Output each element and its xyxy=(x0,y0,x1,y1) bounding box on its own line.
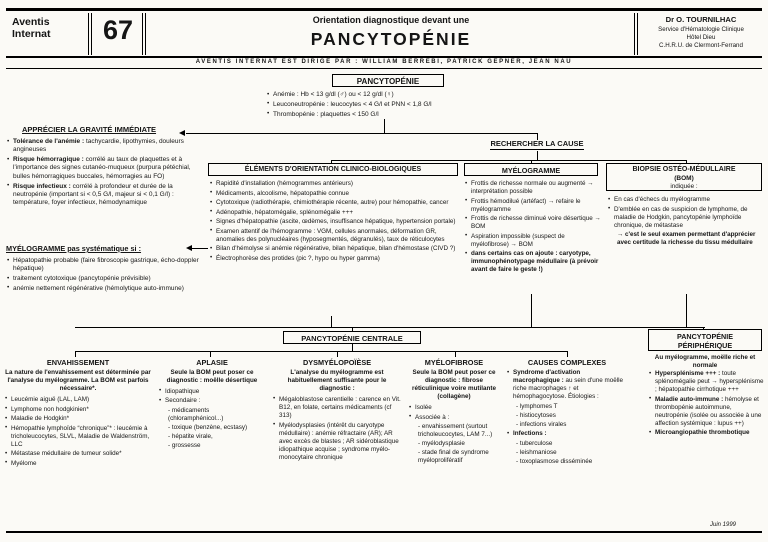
list-item: - tuberculose xyxy=(516,439,553,447)
connector xyxy=(331,160,687,161)
bom-title-box xyxy=(606,163,762,191)
list-item: - grossesse xyxy=(168,442,201,450)
list-item: • Bilan d'hémolyse si anémie régénérative, bilan hépatique, bilan d'hémostase (CIVD ?) xyxy=(209,245,459,253)
footer-date: Juin 1999 xyxy=(710,522,737,528)
connector xyxy=(531,294,532,327)
myelogramme-title-box: MYÉLOGRAMME xyxy=(464,163,598,176)
column-intro: La nature de l'envahissement est déterminée par l'analyse du myélogramme. La BOM est parfois nécessaire*. xyxy=(5,369,151,393)
brand xyxy=(12,16,51,40)
byline: AVENTIS INTERNAT EST DIRIGÉ PAR : WILLIAM BERREBI, PATRICK GEPNER, JEAN NAU xyxy=(195,59,573,65)
list-item: • Risque hémorragique : corrélé au taux de plaquettes et à l'importance des signes cutanéo-muqueux (purpura pétéchial, bulles hémorragiques buccales, hémorragies au FO) xyxy=(6,156,204,181)
list-item: • dans certains cas on ajoute : caryotype, immunophénotypage médullaire (à prévoir avant de faire le geste !) xyxy=(464,250,604,274)
bom-list xyxy=(607,196,762,248)
list-item: • Adénopathie, hépatomégalie, splénomégalie +++ xyxy=(209,209,459,217)
list-item: • Cytotoxique (radiothérapie, chimiothérapie récente, autre) pour hémopathie, cancer xyxy=(209,199,459,207)
column-list xyxy=(4,396,152,468)
arrow-left-icon xyxy=(186,245,192,251)
list-item: • Isolée xyxy=(408,404,500,412)
list-item: - toxique (benzène, ecstasy) xyxy=(168,424,248,432)
connector xyxy=(192,248,208,249)
list-item: • Électrophorèse des protides (pic ?, hypo ou hyper gamma) xyxy=(209,255,459,263)
brand-line2: Internat xyxy=(12,28,51,41)
list-item: - infections virales xyxy=(516,421,567,429)
list-item: • Hypersplénisme +++ : toute splénomégalie peut → hypersplénisme ; hépatopathie cirrhotique +++ xyxy=(648,370,764,394)
list-item: • Hépatopathie probable (faire fibroscopie gastrique, écho-doppler hépatique) xyxy=(6,257,202,274)
connector xyxy=(210,351,211,357)
divider xyxy=(637,13,638,55)
brand-line1: Aventis xyxy=(12,16,50,28)
list-item: • traitement cytotoxique (pancytopénie prévisible) xyxy=(6,275,202,283)
column-title: ENVAHISSEMENT xyxy=(46,358,110,367)
list-item: • Infections : xyxy=(506,430,628,438)
column-aplasie xyxy=(158,358,266,451)
column-title: CAUSES COMPLEXES xyxy=(527,358,607,367)
list-item: • Idiopathique xyxy=(158,388,266,396)
list-item: • Hémopathie lymphoïde “chronique”* : leucémie à tricholeucocytes, SLVL, Maladie de Waldenström, LLC xyxy=(4,425,152,449)
author-block xyxy=(640,15,762,50)
list-item: • Médicaments, alcoolisme, hépatopathie connue xyxy=(209,190,459,198)
section-gravite-title: APPRÉCIER LA GRAVITÉ IMMÉDIATE xyxy=(22,125,157,134)
list-item: • Anémie : Hb < 13 g/dl (♂) ou < 12 g/dl (♀) xyxy=(266,91,506,99)
peripherique-list xyxy=(648,370,764,439)
column-title: DYSMYÉLOPOÏÈSE xyxy=(302,358,372,367)
gravite-list xyxy=(6,138,204,209)
list-item: - myélodysplasie xyxy=(418,440,465,448)
list-item: • Signes d'hépatopathie (ascite, œdèmes, insuffisance hépatique, hypertension portale) xyxy=(209,218,459,226)
connector xyxy=(75,351,567,352)
list-item: • D'emblée en cas de suspicion de lymphome, de maladie de Hodgkin, pancytopénie lymphoïde chronique, de métastase xyxy=(607,206,762,230)
list-item: - stade final de syndrome myéloprolifératif xyxy=(418,449,489,465)
divider xyxy=(142,13,143,55)
list-item: - lymphomes T xyxy=(516,403,558,411)
bom-indication: indiquée : xyxy=(670,183,698,191)
page-subtitle: Orientation diagnostique devant une xyxy=(312,15,470,25)
list-item: • Mégaloblastose carentielle : carence en Vit. B12, en folate, certains médicaments (cf 313) xyxy=(272,396,402,420)
title-block xyxy=(150,15,632,50)
column-list xyxy=(158,388,266,450)
connector xyxy=(567,351,568,357)
orientation-list xyxy=(209,180,459,264)
list-item: → c'est le seul examen permettant d'apprécier avec certitude la richesse du tissu médullaire xyxy=(617,231,756,247)
peripherique-box: PANCYTOPÉNIE PÉRIPHÉRIQUE xyxy=(648,329,762,351)
list-item: • Lymphome non hodgkinien* xyxy=(4,406,152,414)
connector xyxy=(331,316,332,327)
column-myelofibrose xyxy=(408,358,500,466)
connector xyxy=(686,294,687,327)
column-envahissement xyxy=(4,358,152,469)
list-item: - hépatite virale, xyxy=(168,433,213,441)
list-item: - médicaments (chloramphénicol...) xyxy=(168,407,224,423)
card-number: 67 xyxy=(102,15,134,45)
connector xyxy=(75,351,76,357)
list-item: • Métastase médullaire de tumeur solide* xyxy=(4,450,152,458)
section-cause-title: RECHERCHER LA CAUSE xyxy=(490,139,584,148)
column-causes-complexes xyxy=(506,358,628,467)
divider xyxy=(634,13,635,55)
list-item: - leishmaniose xyxy=(516,448,557,456)
list-item: • Tolérance de l'anémie : tachycardie, lipothymies, douleurs angineuses xyxy=(6,138,204,155)
list-item: • Leucémie aiguë (LAL, LAM) xyxy=(4,396,152,404)
list-item: • Thrombopénie : plaquettes < 150 G/l xyxy=(266,111,506,119)
connector xyxy=(75,327,705,328)
divider xyxy=(91,13,92,55)
connector xyxy=(455,351,456,357)
connector xyxy=(384,119,385,133)
header-rule xyxy=(6,56,762,58)
list-item: • Syndrome d'activation macrophagique : au sein d'une moëlle riche macrophages ↑ et hémophagocytose. Étiologies : xyxy=(506,369,628,401)
section-myelo-not-title: MYÉLOGRAMME pas systématique si : xyxy=(6,244,142,253)
list-item: • Risque infectieux : corrélé à profondeur et durée de la neutropénie (important si < 0,5 G/l, majeur si < 0,1 G/l) : température, foyer infectieux, hémodynamique xyxy=(6,183,204,208)
myelo-not-list xyxy=(6,257,202,295)
author-hospital: Hôtel Dieu xyxy=(686,33,716,41)
list-item: • Frottis de richesse normale ou augmenté → interprétation possible xyxy=(464,180,604,196)
bom-title: BIOPSIE OSTÉO-MÉDULLAIRE xyxy=(632,166,736,173)
definition-box: PANCYTOPÉNIE xyxy=(332,74,444,87)
peripherique-intro: Au myélogramme, moëlle riche et normale xyxy=(654,354,756,370)
divider xyxy=(88,13,89,55)
connector xyxy=(337,351,338,357)
list-item: • Aspiration impossible (suspect de myélofibrose) → BOM xyxy=(464,233,604,249)
column-dysmyelopoiese xyxy=(272,358,402,463)
header xyxy=(0,0,768,65)
byline-rule xyxy=(6,68,762,69)
column-intro: L'analyse du myélogramme est habituellement suffisante pour le diagnostic : xyxy=(287,369,387,393)
column-list xyxy=(506,369,628,466)
page-title: PANCYTOPÉNIE xyxy=(310,28,472,49)
bottom-rule xyxy=(6,531,762,533)
author-city: C.H.R.U. de Clermont-Ferrand xyxy=(659,41,743,49)
list-item: • Myélome xyxy=(4,460,152,468)
myelogramme-list xyxy=(464,180,604,276)
list-item: • Rapidité d'installation (hémogrammes antérieurs) xyxy=(209,180,459,188)
list-item: - toxoplasmose disséminée xyxy=(516,457,593,465)
list-item: • anémie nettement régénérative (hémolytique auto-immune) xyxy=(6,285,202,293)
orientation-title-box: ÉLÉMENTS D'ORIENTATION CLINICO-BIOLOGIQUES xyxy=(208,163,458,176)
author-service: Service d'Hématologie Clinique xyxy=(658,25,744,33)
list-item: • Frottis hémodilué (artéfact) → refaire le myélogramme xyxy=(464,198,604,214)
list-item: • Maladie de Hodgkin* xyxy=(4,415,152,423)
list-item: • Leuconeutropénie : leucocytes < 4 G/l et PNN < 1,8 G/l xyxy=(266,101,506,109)
list-item: • Myélodysplasies (intérêt du caryotype médullaire) : anémie réfractaire (AR); AR avec excès de blastes ; AR sidéroblastique idiopathique acquise ; syndrome myélo-monocytaire chronique xyxy=(272,422,402,462)
list-item: - histiocytoses xyxy=(516,412,556,420)
divider xyxy=(145,13,146,55)
list-item: • Associée à : xyxy=(408,414,500,422)
author-name: Dr O. TOURNILHAC xyxy=(665,15,737,24)
arrow-left-icon xyxy=(179,130,185,136)
list-item: - envahissement (surtout tricholeucocytes, LAM 7...) xyxy=(418,423,493,439)
column-list xyxy=(408,404,500,465)
list-item: • Secondaire : xyxy=(158,397,266,405)
column-title: APLASIE xyxy=(196,358,228,367)
connector xyxy=(186,133,538,134)
definition-list xyxy=(266,91,506,120)
column-intro: Seule la BOM peut poser ce diagnostic : fibrose réticulinique voire mutilante (collagène) xyxy=(412,369,496,401)
column-list xyxy=(272,396,402,462)
column-intro: Seule la BOM peut poser ce diagnostic : moëlle désertique xyxy=(166,369,258,385)
centrale-box: PANCYTOPÉNIE CENTRALE xyxy=(283,331,421,344)
list-item: • Examen attentif de l'hémogramme : VGM, cellules anormales, déformation GR, anomalies des polynucléaires (hyposegmentés, dégranulés), taux de réticulocytes xyxy=(209,228,459,244)
bom-label: (BOM) xyxy=(674,174,694,182)
column-title: MYÉLOFIBROSE xyxy=(424,358,484,367)
connector xyxy=(352,344,353,351)
list-item: • En cas d'échecs du myélogramme xyxy=(607,196,762,204)
list-item: • Maladie auto-immune : hémolyse et thrombopénie autoimmune, neutropénie (isolée ou associée à une affection systémique : lupus ++) xyxy=(648,396,764,428)
list-item: • Microangiopathie thrombotique xyxy=(648,429,764,437)
list-item: • Frottis de richesse diminué voire désertique → BOM xyxy=(464,215,604,231)
